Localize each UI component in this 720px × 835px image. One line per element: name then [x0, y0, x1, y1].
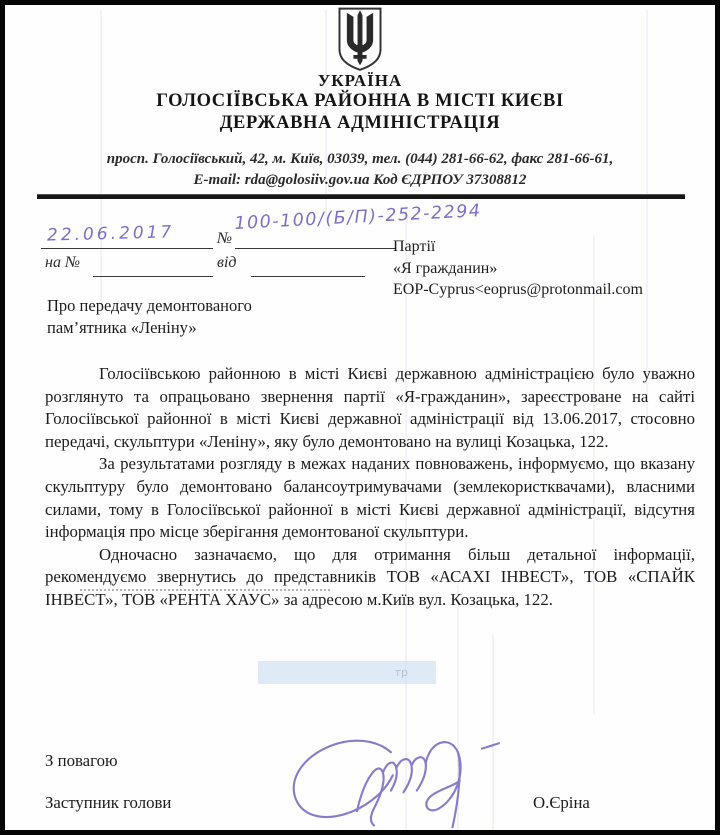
- recipient-line1: Партії: [393, 238, 436, 255]
- address-line2: E-mail: rda@golosiiv.gov.ua Код ЄДРПОУ 37308812: [193, 172, 527, 188]
- recipient-line2: «Я гражданин»: [393, 259, 498, 277]
- erased-text-artifact: [80, 589, 330, 591]
- body-paragraph-2: За результатами розгляду в межах наданих повноважень, інформуємо, що вказану скульптуру було демонтовано балансоутримувачами (землекористквачами), власними силами, тому в Голосіївської районної в місті Києві державної адміністрації, відсутня інформація про місце зберігання демонтованої скульптури.: [45, 454, 695, 542]
- handwritten-outgoing-number: 100-100/(Б/П)-252-2294: [233, 201, 482, 234]
- handwritten-date: 22.06.2017: [46, 222, 175, 246]
- reply-to-number-label: на №: [45, 254, 81, 271]
- body-paragraph-3: Одночасно зазначаємо, що для отримання більш детальної інформації, рекомендуємо звернутись до представників ТОВ «АСАХІ ІНВЕСТ», ТОВ «СПАЙК ІНВЕСТ», ТОВ «РЕНТА ХАУС» за адресою м.Київ вул. Козацька, 122.: [45, 544, 695, 609]
- reference-block: [5, 201, 715, 300]
- subject-line2: пам’ятника «Леніну»: [47, 317, 197, 337]
- recipient-block: [393, 236, 643, 301]
- header-divider-rule: [37, 194, 685, 199]
- handwritten-signature: [257, 717, 507, 835]
- scan-highlight-artifact: тр: [258, 661, 436, 684]
- header: [5, 7, 715, 76]
- number-underline: [235, 248, 395, 249]
- number-label: №: [217, 230, 233, 247]
- organization-name-line2: ДЕРЖАВНА АДМІНІСТРАЦІЯ: [219, 113, 501, 133]
- from-date-underline: [251, 276, 365, 277]
- signer-position: Заступник голови: [45, 793, 172, 812]
- signer-name: О.Єріна: [533, 793, 590, 812]
- subject-line1: Про передачу демонтованого: [47, 296, 252, 315]
- body-paragraph-1: Голосіївською районною в місті Києві державною адміністрацією було уважно розглянуто та опрацьовано звернення партії «Я-гражданин», зареєстроване на сайті Голосіївської районної в місті Києві державної адміністрації від 13.06.2017, стосовно передачі, скульптури «Леніну», яку було демонтовано на вулиці Козацька, 122.: [45, 364, 695, 451]
- country-title: УКРАЇНА: [317, 71, 403, 90]
- reply-number-underline: [93, 276, 213, 277]
- organization-name-line1: ГОЛОСІЇВСЬКА РАЙОННА В МІСТІ КИЄВІ: [156, 91, 564, 111]
- address-line1: просп. Голосіївський, 42, м. Київ, 03039, тел. (044) 281-66-62, факс 281-66-61,: [106, 151, 614, 167]
- date-underline: [41, 248, 213, 249]
- closing-regards: З повагою: [45, 751, 118, 770]
- subject-block: [47, 295, 252, 338]
- from-date-label: від: [217, 254, 237, 271]
- recipient-email: EOP-Cyprus<eoprus@protonmail.com: [393, 281, 643, 298]
- letter-body: [45, 363, 695, 612]
